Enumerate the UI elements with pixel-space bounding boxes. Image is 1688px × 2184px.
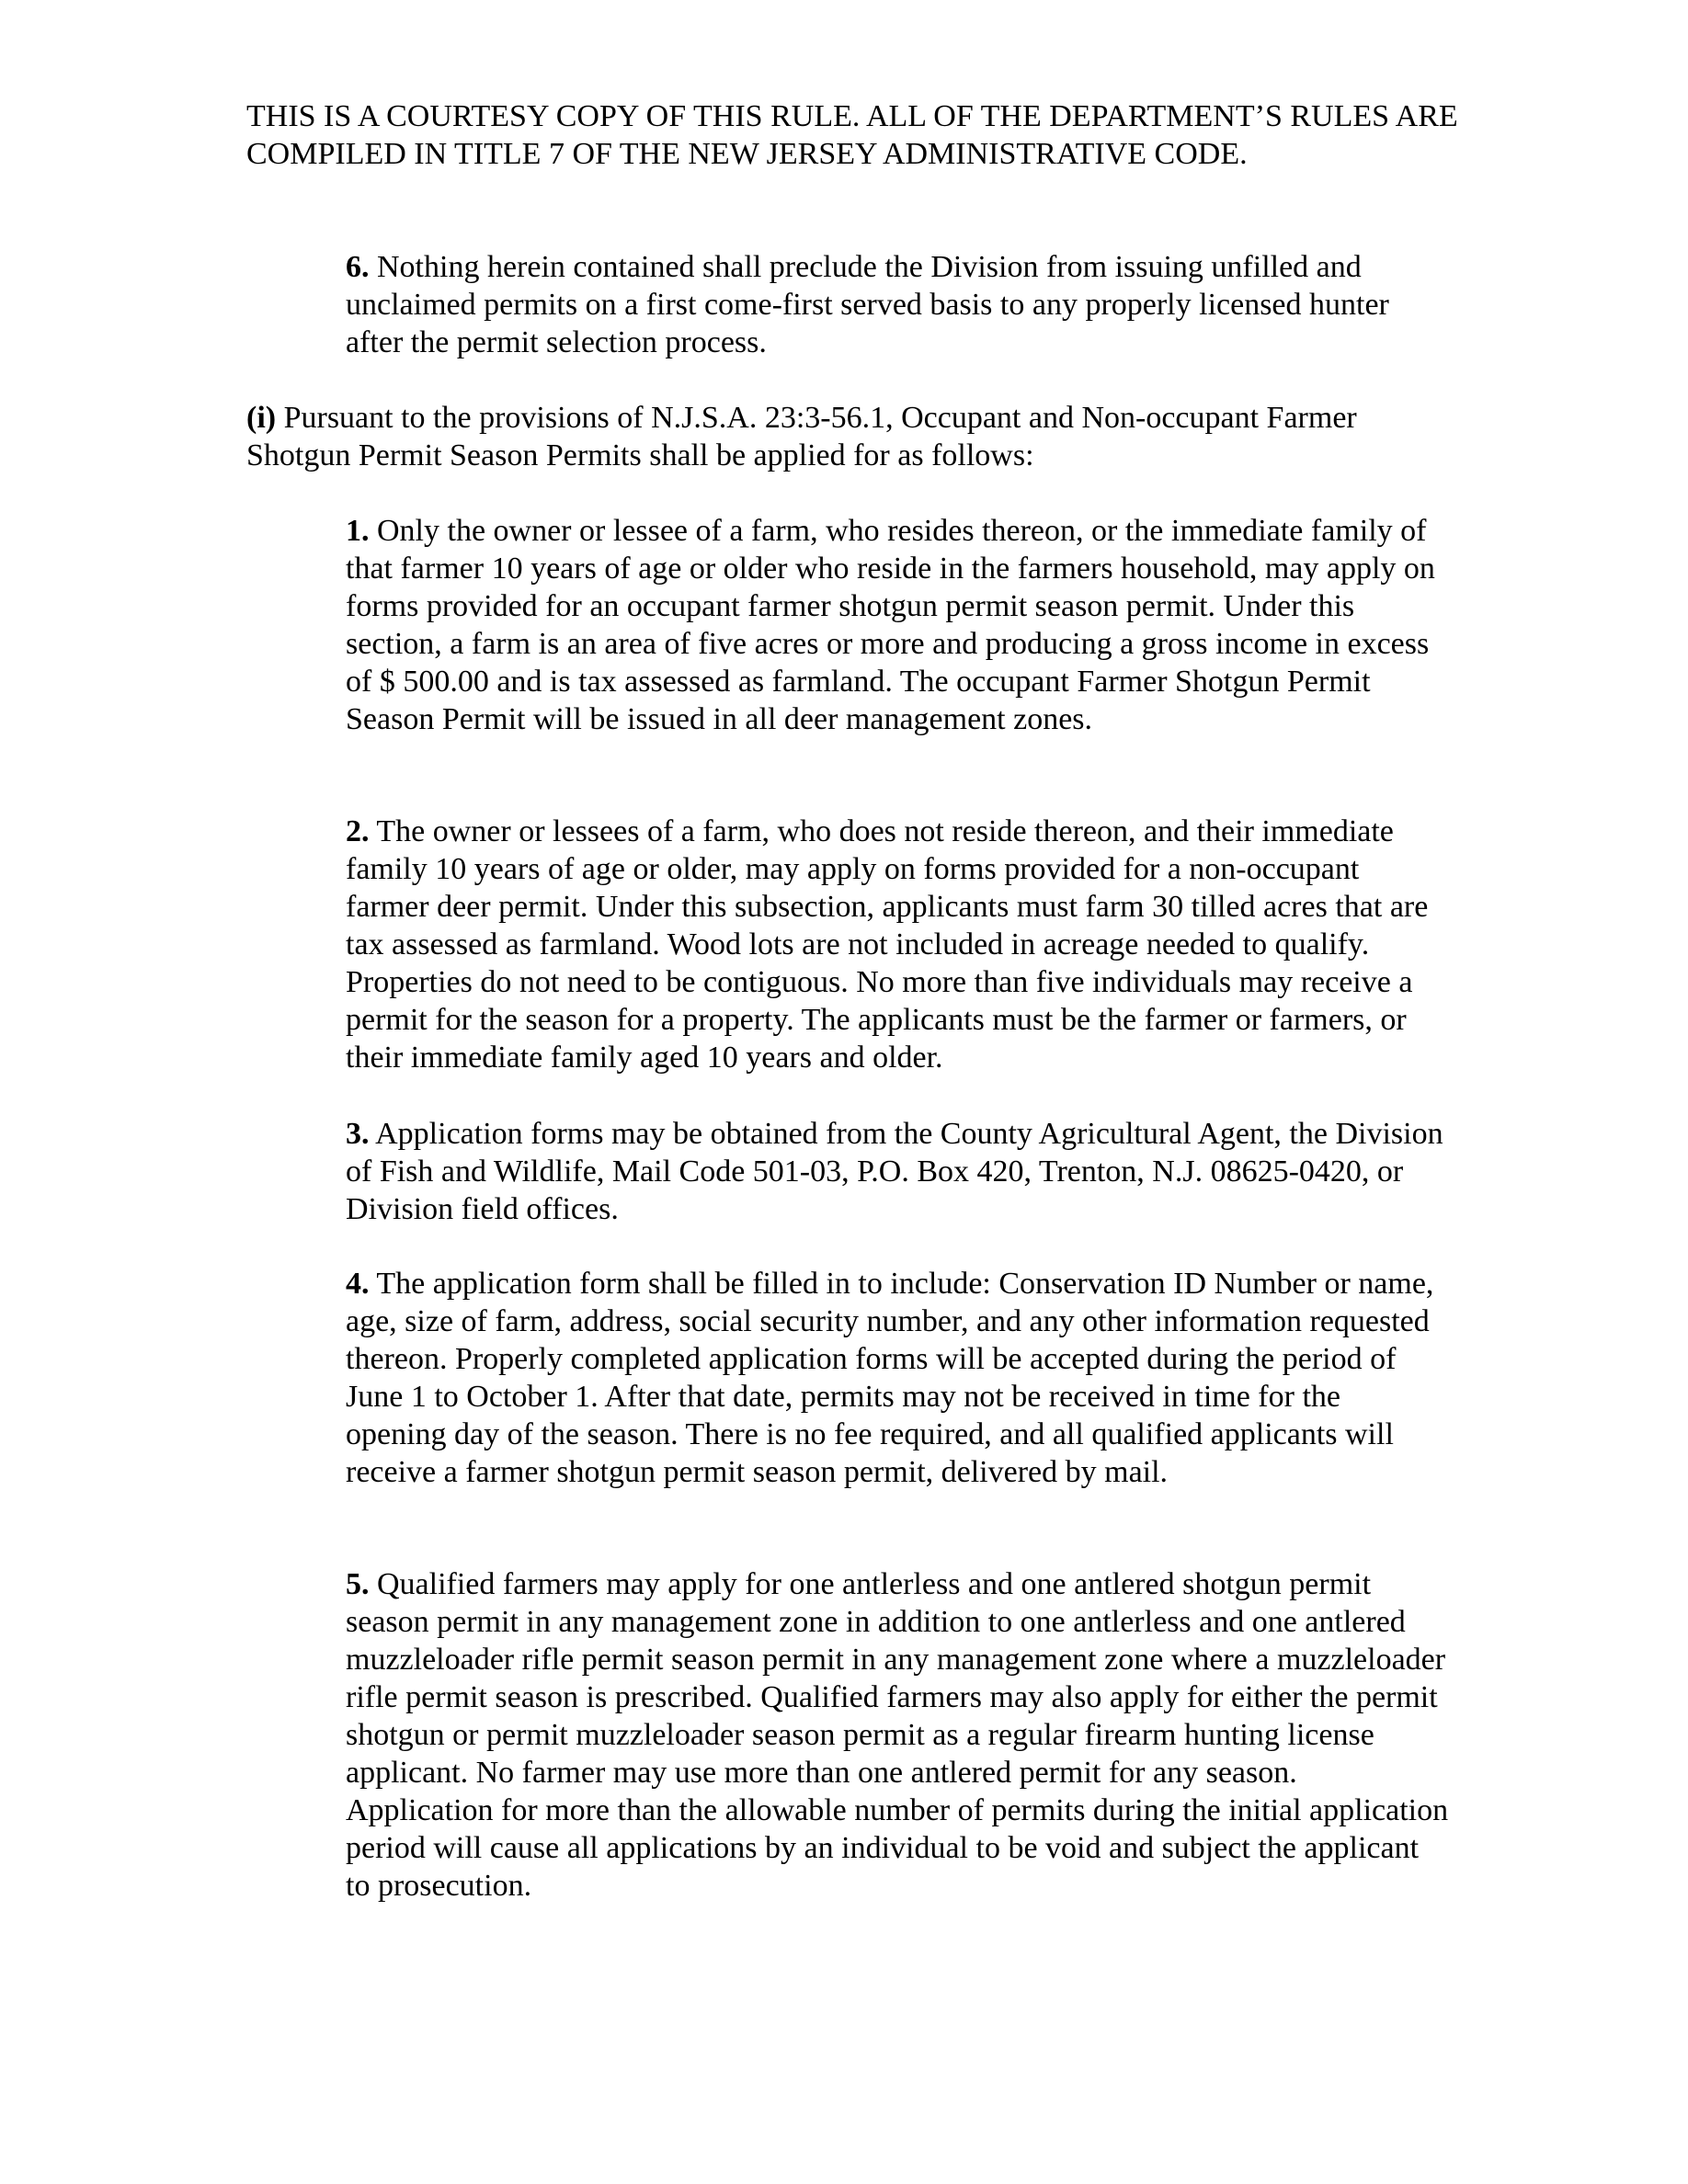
- paragraph-number: 2.: [346, 814, 370, 848]
- paragraph-text: Pursuant to the provisions of N.J.S.A. 23:3-56.1, Occupant and Non-occupant Farmer Shotgun Permit Season Permits shall be applied for as follows:: [246, 401, 1357, 472]
- paragraph-number: 4.: [346, 1267, 370, 1301]
- paragraph-number: 5.: [346, 1567, 370, 1601]
- paragraph-1: [346, 512, 1449, 738]
- paragraph-number: 1.: [346, 514, 370, 548]
- paragraph-text: Nothing herein contained shall preclude the Division from issuing unfilled and unclaimed permits on a first come-first served basis to any properly licensed hunter after the permit selection process.: [346, 250, 1389, 359]
- paragraph-5: [346, 1565, 1449, 1905]
- paragraph-text: Qualified farmers may apply for one antlerless and one antlered shotgun permit season permit in any management zone in addition to one antlerless and one antlered muzzleloader rifle permit season permit in any management zone where a muzzleloader rifle permit season is prescribed. Qualified farmers may also apply for either the permit shotgun or permit muzzleloader season permit as a regular firearm hunting license applicant. No farmer may use more than one antlered permit for any season. Application for more than the allowable number of permits during the initial application period will cause all applications by an individual to be void and subject the applicant to prosecution.: [346, 1567, 1449, 1903]
- paragraph-3: [346, 1115, 1449, 1228]
- subsection-label: (i): [246, 401, 277, 435]
- paragraph-number: 6.: [346, 250, 370, 284]
- paragraph-text: The application form shall be filled in to include: Conservation ID Number or name, age, size of farm, address, social security number, and any other information requested thereon. Properly completed application forms will be accepted during the period of June 1 to October 1. After that date, permits may not be received in time for the opening day of the season. There is no fee required, and all qualified applicants will receive a farmer shotgun permit season permit, delivered by mail.: [346, 1267, 1434, 1489]
- paragraph-text: Application forms may be obtained from the County Agricultural Agent, the Division of Fish and Wildlife, Mail Code 501-03, P.O. Box 420, Trenton, N.J. 08625-0420, or Division field offices.: [346, 1117, 1443, 1226]
- paragraph-6: [346, 248, 1449, 361]
- paragraph-4: [346, 1265, 1449, 1491]
- subsection-i: [246, 399, 1460, 474]
- paragraph-2: [346, 813, 1449, 1076]
- courtesy-copy-header: THIS IS A COURTESY COPY OF THIS RULE. ALL OF THE DEPARTMENT’S RULES ARE COMPILED IN TITLE 7 OF THE NEW JERSEY ADMINISTRATIVE CODE.: [246, 99, 1458, 171]
- paragraph-text: The owner or lessees of a farm, who does not reside thereon, and their immediate family 10 years of age or older, may apply on forms provided for a non-occupant farmer deer permit. Under this subsection, applicants must farm 30 tilled acres that are tax assessed as farmland. Wood lots are not included in acreage needed to qualify. Properties do not need to be contiguous. No more than five individuals may receive a permit for the season for a property. The applicants must be the farmer or farmers, or their immediate family aged 10 years and older.: [346, 814, 1429, 1075]
- paragraph-text: Only the owner or lessee of a farm, who resides thereon, or the immediate family of that farmer 10 years of age or older who reside in the farmers household, may apply on forms provided for an occupant farmer shotgun permit season permit. Under this section, a farm is an area of five acres or more and producing a gross income in excess of $ 500.00 and is tax assessed as farmland. The occupant Farmer Shotgun Permit Season Permit will be issued in all deer management zones.: [346, 514, 1435, 736]
- paragraph-number: 3.: [346, 1117, 370, 1151]
